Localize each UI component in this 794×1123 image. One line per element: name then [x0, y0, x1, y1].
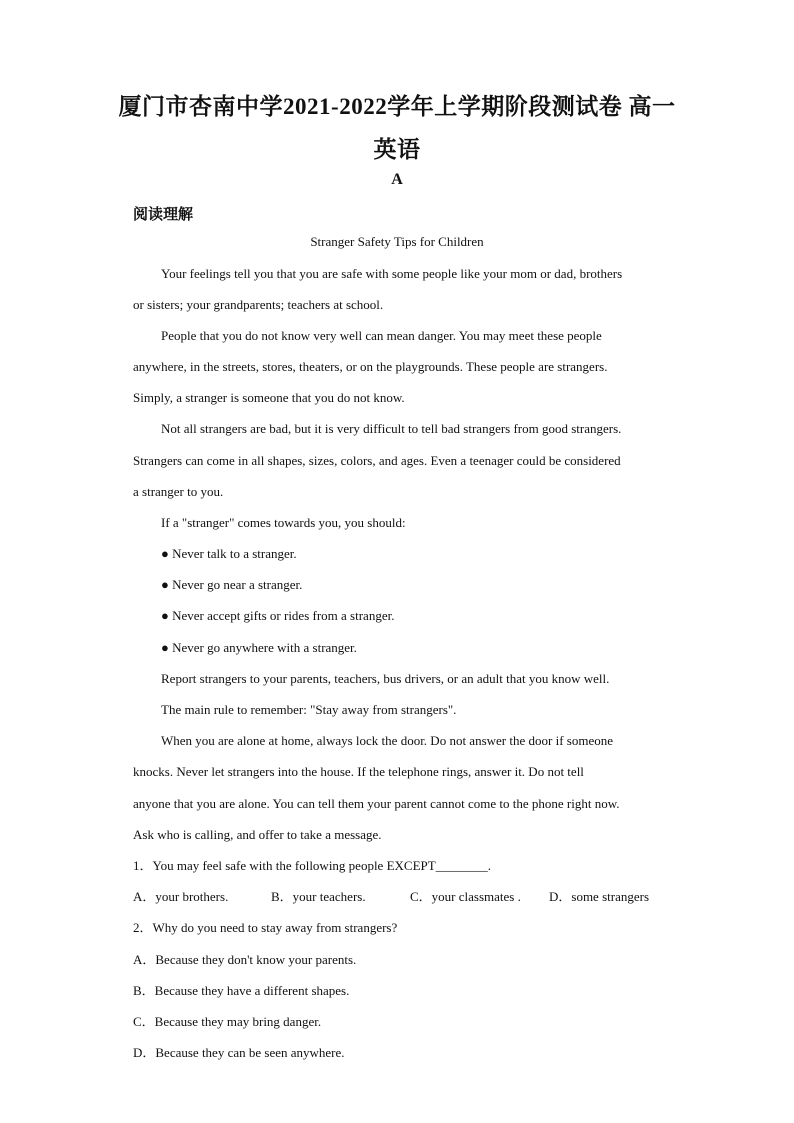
q2-option-b: B．Because they have a different shapes.	[133, 983, 350, 998]
exam-title: 厦门市杏南中学2021-2022学年上学期阶段测试卷 高一	[118, 94, 676, 119]
question-2-stem: 2．Why do you need to stay away from strangers?	[133, 920, 398, 935]
passage-line: Report strangers to your parents, teachers, bus drivers, or an adult that you know well.	[161, 671, 610, 686]
passage-line: Your feelings tell you that you are safe with some people like your mom or dad, brothers	[161, 266, 623, 281]
bullet-item: ● Never accept gifts or rides from a stranger.	[161, 608, 395, 623]
passage-line: knocks. Never let strangers into the house. If the telephone rings, answer it. Do not tell	[133, 764, 584, 779]
passage-line: Strangers can come in all shapes, sizes, colors, and ages. Even a teenager could be considered	[133, 453, 621, 468]
q1-option-a: A．your brothers.	[133, 889, 229, 904]
section-heading: 阅读理解	[133, 207, 194, 223]
passage-line: anyone that you are alone. You can tell them your parent cannot come to the phone right now.	[133, 796, 620, 811]
passage-line: or sisters; your grandparents; teachers at school.	[133, 297, 384, 312]
passage-title: Stranger Safety Tips for Children	[310, 234, 484, 249]
passage-line: People that you do not know very well can mean danger. You may meet these people	[161, 328, 602, 343]
exam-subject: 英语	[373, 137, 421, 162]
bullet-item: ● Never go anywhere with a stranger.	[161, 640, 357, 655]
passage-line: a stranger to you.	[133, 484, 224, 499]
q2-option-c: C．Because they may bring danger.	[133, 1014, 322, 1029]
passage-line: The main rule to remember: "Stay away from strangers".	[161, 702, 457, 717]
bullet-item: ● Never go near a stranger.	[161, 577, 303, 592]
passage-line: Not all strangers are bad, but it is very difficult to tell bad strangers from good strangers.	[161, 421, 622, 436]
passage-line: If a "stranger" comes towards you, you should:	[161, 515, 406, 530]
passage-line: Simply, a stranger is someone that you do not know.	[133, 390, 405, 405]
q1-option-c: C．your classmates .	[410, 889, 521, 904]
passage-line: Ask who is calling, and offer to take a message.	[133, 827, 382, 842]
question-1-stem: 1．You may feel safe with the following people EXCEPT________.	[133, 858, 491, 873]
q1-option-d: D．some strangers	[549, 889, 650, 904]
q2-option-a: A．Because they don't know your parents.	[133, 952, 357, 967]
section-letter: A	[391, 171, 403, 188]
q2-option-d: D．Because they can be seen anywhere.	[133, 1045, 345, 1060]
passage-line: When you are alone at home, always lock the door. Do not answer the door if someone	[161, 733, 613, 748]
passage-line: anywhere, in the streets, stores, theaters, or on the playgrounds. These people are strangers.	[133, 359, 608, 374]
q1-option-b: B．your teachers.	[271, 889, 366, 904]
bullet-item: ● Never talk to a stranger.	[161, 546, 297, 561]
